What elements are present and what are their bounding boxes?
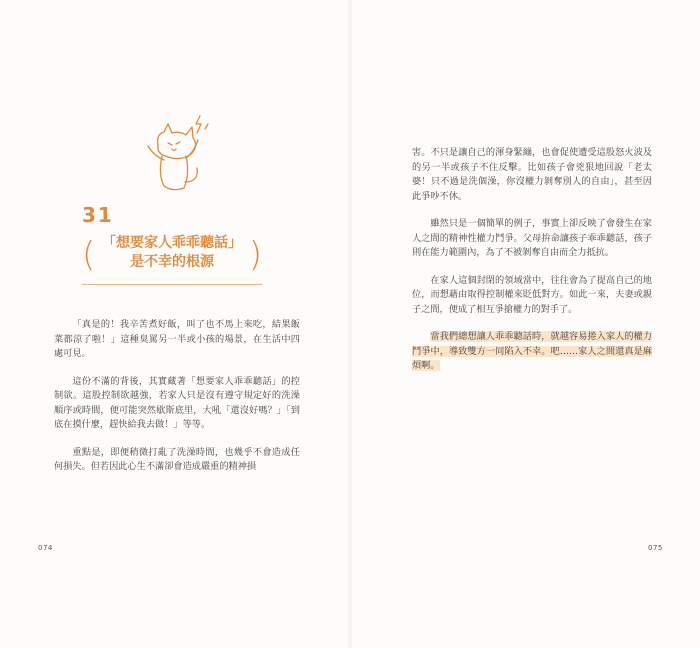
- chapter-title-line2: 是不幸的根源: [130, 254, 214, 270]
- page-number: 074: [38, 544, 53, 552]
- chapter-title-text: [100, 234, 244, 272]
- paragraph: 重點是，即便稍微打亂了洗澡時間，也幾乎不會造成任何損失。但若因此心生不滿卻會造成嚴重的精神損: [54, 446, 300, 472]
- paragraph: 雖然只是一個簡單的例子，事實上卻反映了會發生在家人之間的精神性權力鬥爭。父母拚命讓孩子乖乖聽話，孩子則在能力範圍內，為了不被剝奪自由而全力抵抗。: [412, 218, 652, 258]
- paragraph: 害。不只是讓自己的渾身緊繃，也會促使遭受這股怒火波及的另一半或孩子不住反擊。比如孩子會兇狠地回說「老太婆！只不過是洗個澡，你沒權力剝奪別人的自由」，甚至因此爭吵不休。: [412, 147, 652, 202]
- left-page-body: [54, 318, 300, 475]
- right-page: [350, 0, 700, 648]
- right-page-body: [412, 146, 652, 374]
- paragraph: 這份不滿的背後，其實藏著「想要家人乖乖聽話」的控制欲。這股控制欲越強，若家人只是沒有遵守規定好的洗澡順序或時間，便可能突然歇斯底里，大吼「還沒好嗎？」「到底在摸什麼，趕快給我去做！」等等。: [54, 375, 300, 430]
- highlighted-text: 當我們總想讓人乖乖聽話時，就越容易捲入家人的權力鬥爭中，導致雙方一同陷入不幸。吧……家人之間還真是麻煩啊。: [412, 331, 652, 371]
- chapter-title-line1: 「想要家人乖乖聽話」: [102, 235, 242, 251]
- paragraph: 在家人這個封閉的領域當中，往往會為了提高自己的地位，而想藉由取得控制權來貶低對方。如此一來，夫妻或親子之間，便成了相互爭搶權力的對手了。: [412, 274, 652, 315]
- title-underline: [82, 284, 262, 285]
- paragraph-highlighted: [412, 330, 652, 374]
- chapter-title: [82, 234, 262, 280]
- title-bracket-right: ): [248, 235, 262, 275]
- title-bracket-left: (: [82, 235, 96, 275]
- chapter-number: 31: [82, 203, 114, 227]
- paragraph: 「真是的！我辛苦煮好飯，叫了也不馬上來吃，結果飯菜都涼了啦！」這種臭罵另一半或小孩的場景，在生活中四處可見。: [54, 319, 300, 359]
- cat-shouting-icon: [140, 112, 216, 198]
- page-number: 075: [648, 544, 663, 552]
